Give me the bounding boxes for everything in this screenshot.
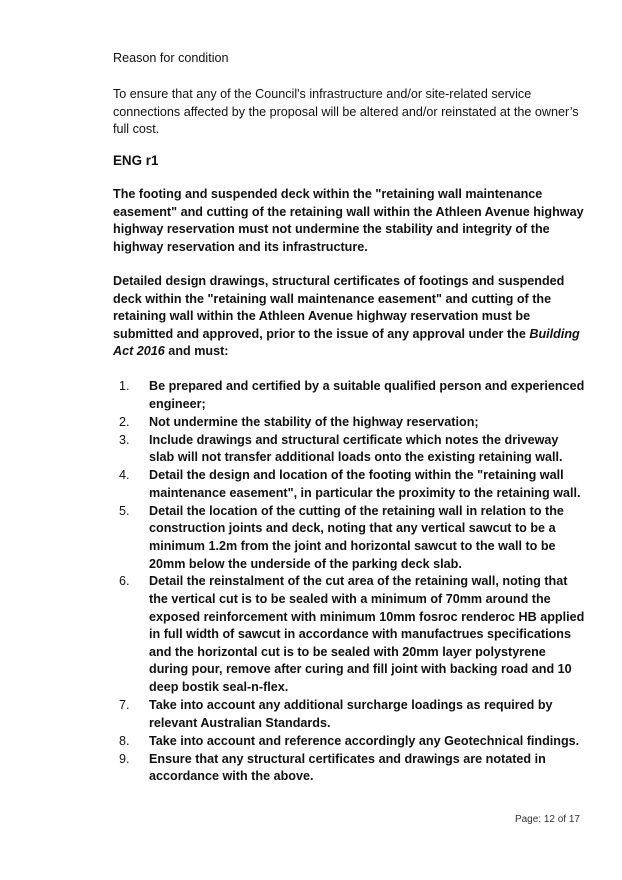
list-item: [113, 378, 585, 413]
list-item-text: Detail the reinstalment of the cut area of the retaining wall, noting that the vertical cut is to be sealed with a minimum of 70mm around the exposed reinforcement with minimum 10mm fosroc renderoc HB applied in full width of sawcut in accordance with manufactrues specifications and the horizontal cut is to be sealed with 20mm layer polystyrene during pour, remove after curing and fill joint with backing road and 10 deep bostik seal-n-flex.: [149, 574, 585, 695]
list-item-text: Not undermine the stability of the highway reservation;: [149, 414, 479, 429]
condition-paragraph-2: [113, 273, 585, 361]
page-number: Page: 12 of 17: [514, 814, 580, 825]
list-item: [113, 432, 585, 467]
act-name: Building Act 2016: [113, 326, 580, 358]
list-item-text: Include drawings and structural certificate which notes the driveway slab will not transfer additional loads onto the existing retaining wall.: [149, 432, 563, 465]
condition-requirements-list: [113, 378, 585, 786]
list-item-text: Detail the design and location of the footing within the "retaining wall maintenance easement", in particular the proximity to the retaining wall.: [149, 468, 581, 500]
list-item-number: 2.: [119, 414, 130, 429]
list-item: [113, 733, 585, 751]
condition-paragraph-1: The footing and suspended deck within the "retaining wall maintenance easement" and cutting of the retaining wall within the Athleen Avenue highway highway reservation must not undermine the stability and integrity of the highway reservation and its infrastructure.: [113, 187, 584, 254]
paragraph-2-lead: Detailed design drawings, structural certificates of footings and suspended deck within the "retaining wall maintenance easement" and cutting of the retaining wall within the Athleen Avenue highway reservation must be submitted and approved, prior to the issue of any approval under the: [113, 274, 565, 341]
list-item-text: Be prepared and certified by a suitable qualified person and experienced engineer;: [149, 379, 585, 411]
reason-heading: Reason for condition: [113, 51, 229, 65]
list-item: [113, 503, 585, 573]
paragraph-2-tail: and must:: [164, 344, 229, 358]
list-item: [113, 414, 585, 432]
list-item-text: Detail the location of the cutting of the retaining wall in relation to the construction joints and deck, noting that any vertical sawcut to be a minimum 1.2m from the joint and horizontal sawcut to the wall to be 20mm below the underside of the parking deck slab.: [149, 503, 564, 571]
list-item-number: 9.: [119, 751, 130, 766]
list-item-text: Take into account and reference accordingly any Geotechnical findings.: [149, 733, 580, 748]
list-item-number: 1.: [119, 379, 130, 393]
list-item-number: 6.: [119, 574, 130, 589]
list-item-number: 5.: [119, 503, 130, 518]
list-item: [113, 467, 585, 502]
list-item: [113, 697, 585, 732]
condition-code: ENG r1: [113, 153, 159, 168]
list-item-text: Take into account any additional surcharge loadings as required by relevant Australian Standards.: [149, 698, 553, 730]
reason-text: To ensure that any of the Council's infrastructure and/or site-related service connections affected by the proposal will be altered and/or reinstated at the owner’s full cost.: [113, 87, 579, 136]
list-item-text: Ensure that any structural certificates and drawings are notated in accordance with the above.: [149, 751, 546, 784]
list-item-number: 8.: [119, 733, 130, 748]
list-item-number: 4.: [119, 468, 130, 483]
list-item-number: 3.: [119, 432, 130, 447]
list-item-number: 7.: [119, 698, 130, 713]
list-item: [113, 751, 585, 786]
list-item: [113, 573, 585, 696]
